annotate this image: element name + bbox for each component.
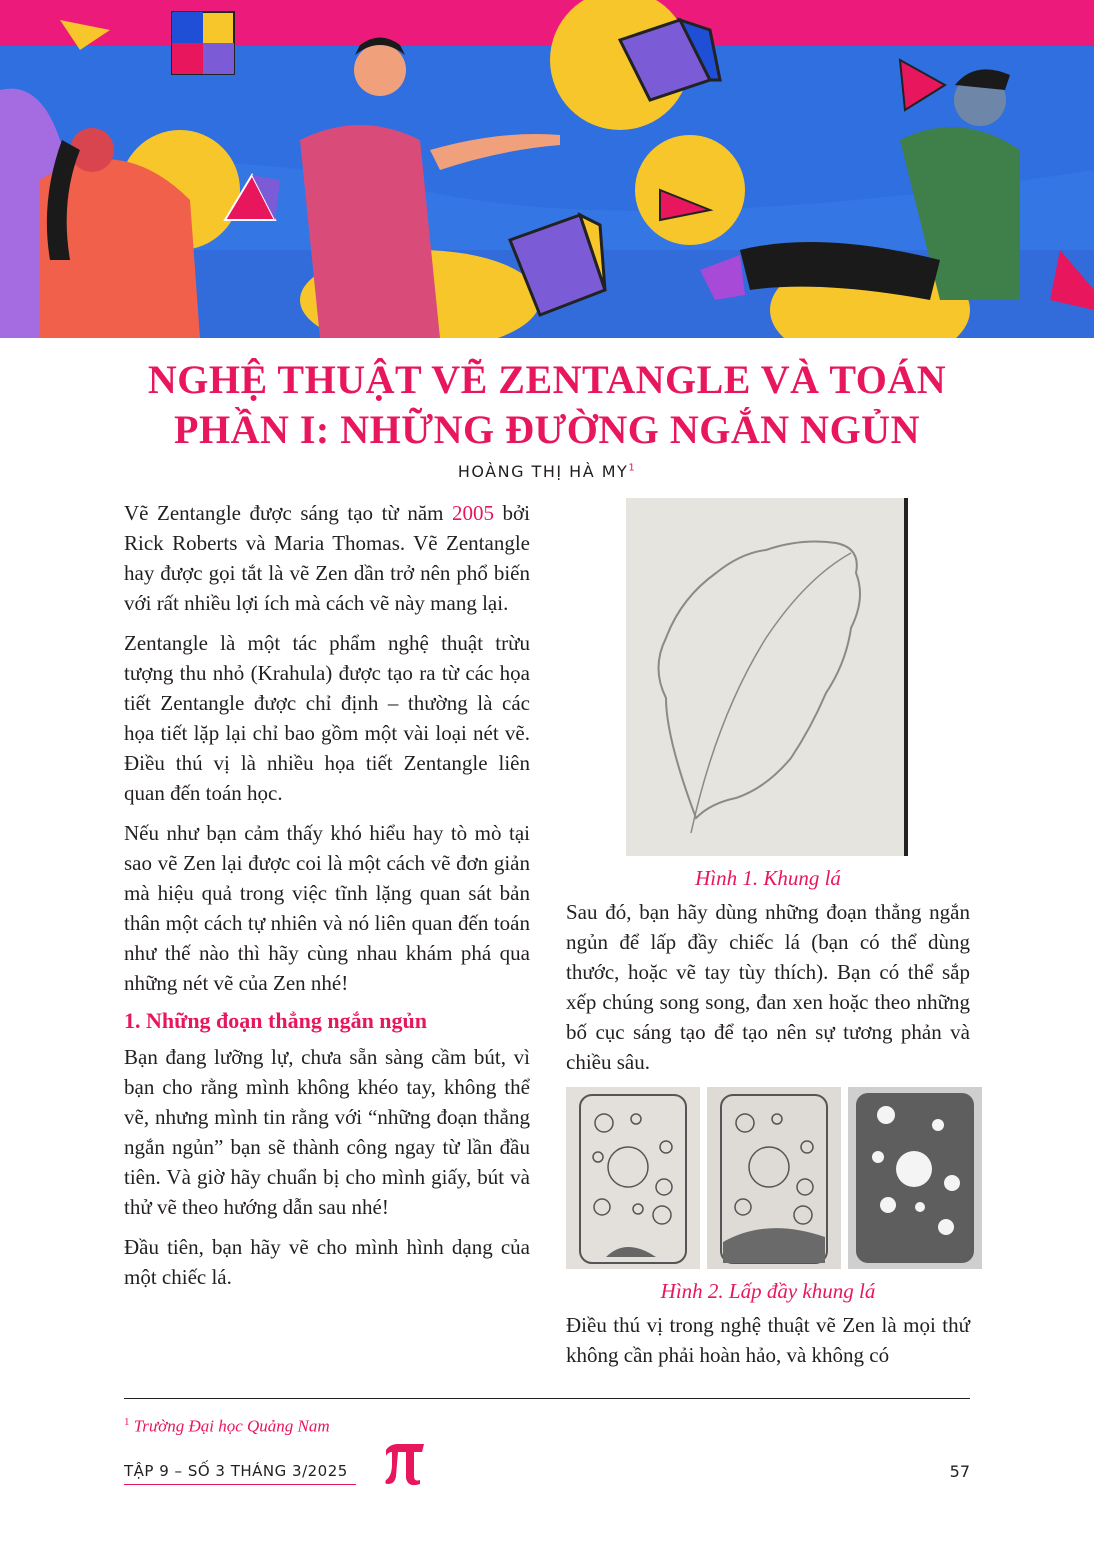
year-highlight: 2005 — [452, 501, 495, 525]
paragraph-definition: Zentangle là một tác phẩm nghệ thuật trừu tượng thu nhỏ (Krahula) được tạo ra từ các họa tiết Zentangle được chỉ định – thường là các họa tiết lặp lại chỉ bao gồm một vài loại nét vẽ. Điều thú vị là nhiều họa tiết Zentangle liên quan đến toán học. — [124, 631, 530, 805]
right-column — [566, 498, 970, 1380]
issue-info: TẬP 9 – SỐ 3 THÁNG 3/2025 — [124, 1462, 356, 1485]
paragraph-curiosity: Nếu như bạn cảm thấy khó hiểu hay tò mò tại sao vẽ Zen lại được coi là một cách vẽ đơn giản mà hiệu quả trong việc tĩnh lặng quan sát bản thân một cách tự nhiên và nó liên quan đến toán như thế nào thì hãy cùng nhau khám phá qua những nét vẽ của Zen nhé! — [124, 821, 530, 995]
section-heading: 1. Những đoạn thẳng ngắn ngủn — [124, 1008, 428, 1033]
pi-logo-icon — [382, 1440, 426, 1486]
paragraph-intro-a: Vẽ Zentangle được sáng tạo từ năm — [124, 501, 453, 525]
fill-step-1-image — [566, 1087, 700, 1269]
footnote-mark: 1 — [124, 1416, 130, 1428]
fill-step-3-image — [848, 1087, 982, 1269]
footnote-affiliation: Trường Đại học Quảng Nam — [133, 1416, 330, 1436]
figure-1-caption: Hình 1. Khung lá — [695, 866, 841, 890]
author-footnote-mark: 1 — [628, 462, 637, 474]
paragraph-intro-b: bởi Rick Roberts và Maria Thomas. Vẽ Zentangle hay được gọi tắt là vẽ Zen dần trở nên phổ biến với rất nhiều lợi ích mà cách vẽ này mang lại. — [124, 501, 530, 615]
paragraph-imperfection: Điều thú vị trong nghệ thuật vẽ Zen là mọi thứ không cần phải hoàn hảo, và không có — [566, 1313, 970, 1367]
header-illustration — [0, 0, 1094, 338]
paragraph-fill-instructions: Sau đó, bạn hãy dùng những đoạn thẳng ngắn ngủn để lấp đầy chiếc lá (bạn có thể dùng thước, hoặc vẽ tay tùy thích). Bạn có thể sắp xếp chúng song song, đan xen hoặc theo những bố cục sáng tạo để tạo nên sự tương phản và chiều sâu. — [566, 900, 970, 1074]
left-column — [124, 498, 530, 1302]
paragraph-encouragement: Bạn đang lưỡng lự, chưa sẵn sàng cầm bút, vì bạn cho rằng mình không khéo tay, không thể vẽ, nhưng mình tin rằng với “những đoạn thẳng ngắn ngủn” bạn sẽ thành công ngay từ lần đầu tiên. Và giờ hãy chuẩn bị cho mình giấy, bút và thử vẽ theo hướng dẫn sau nhé! — [124, 1045, 530, 1219]
author-name: HOÀNG THỊ HÀ MY — [457, 462, 629, 481]
paragraph-first-step: Đầu tiên, bạn hãy vẽ cho mình hình dạng của một chiếc lá. — [124, 1235, 530, 1289]
footnote — [124, 1416, 330, 1437]
fill-step-2-image — [707, 1087, 841, 1269]
page-number: 57 — [949, 1462, 970, 1481]
figure-fill-steps — [566, 1087, 982, 1269]
article-title-line-2: PHẦN I: NHỮNG ĐƯỜNG NGẮN NGỦN — [174, 407, 920, 452]
figure-2-caption: Hình 2. Lấp đầy khung lá — [660, 1279, 876, 1303]
author-line — [0, 462, 1094, 481]
footnote-divider — [124, 1398, 970, 1399]
paragraph-intro — [124, 498, 530, 618]
article-title-line-1: NGHỆ THUẬT VẼ ZENTANGLE VÀ TOÁN — [147, 357, 947, 402]
figure-leaf-outline — [626, 498, 908, 856]
